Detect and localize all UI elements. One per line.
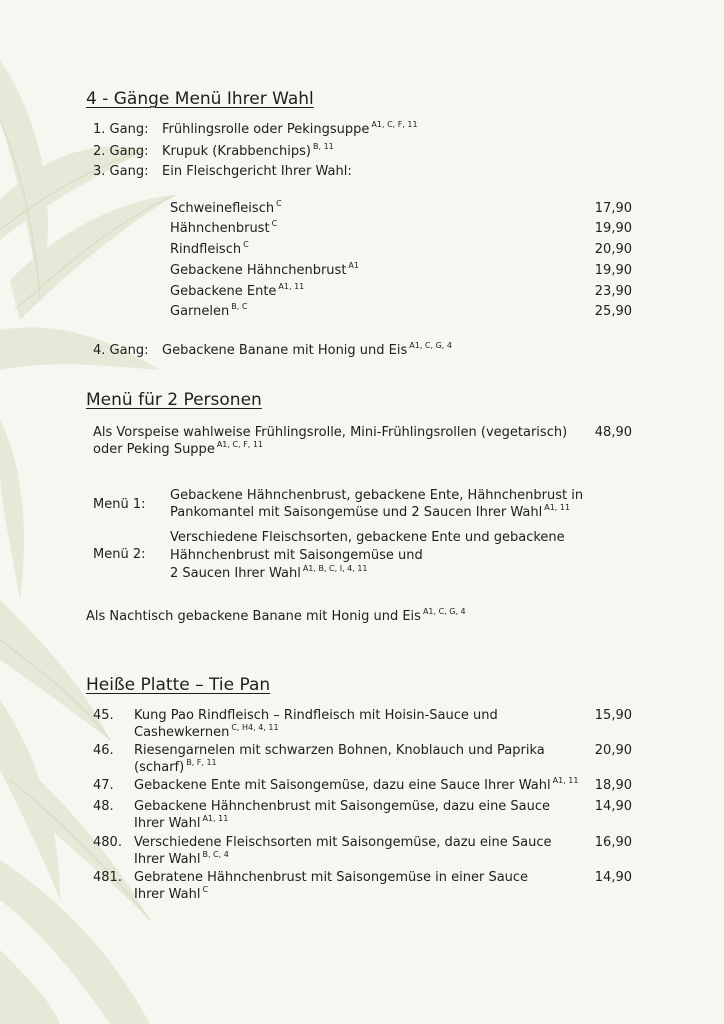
dish-text: Cashewkernen $^{C, H4, 4, 11}$ bbox=[134, 723, 279, 740]
dish-number: 48. bbox=[93, 799, 114, 814]
dish-price: 18,90 bbox=[594, 778, 632, 793]
menu-price: 48,90 bbox=[594, 425, 632, 440]
meat-price: 17,90 bbox=[594, 201, 632, 216]
dish-number: 481. bbox=[93, 870, 122, 885]
meat-item: Schweinefleisch $^C$ bbox=[170, 199, 282, 216]
course-text: Krupuk (Krabbenchips) $^{B, 11}$ bbox=[162, 142, 334, 159]
meat-item: Gebackene Ente $^{A1, 11}$ bbox=[170, 282, 305, 299]
starter-text: oder Peking Suppe $^{A1, C, F, 11}$ bbox=[93, 440, 263, 457]
menu-text: Gebackene Hähnchenbrust, gebackene Ente, Hähnchenbrust in bbox=[170, 488, 584, 503]
section-title-four-course: 4 - Gänge Menü Ihrer Wahl bbox=[86, 89, 314, 109]
allergen-codes: A1, C, F, 11 bbox=[371, 120, 418, 129]
course-label: 4. Gang: bbox=[93, 343, 149, 358]
course-text: Frühlingsrolle oder Pekingsuppe $^{A1, C, F, 11}$ bbox=[162, 120, 418, 137]
meat-item: Hähnchenbrust $^C$ bbox=[170, 219, 278, 236]
dish-price: 14,90 bbox=[594, 870, 632, 885]
menu-text: Pankomantel mit Saisongemüse und 2 Saucen Ihrer Wahl $^{A1, 11}$ bbox=[170, 503, 571, 520]
dish-number: 46. bbox=[93, 743, 114, 758]
dessert-text: Als Nachtisch gebackene Banane mit Honig und Eis $^{A1, C, G, 4}$ bbox=[86, 607, 466, 624]
dish-text: Ihrer Wahl $^C$ bbox=[134, 885, 209, 902]
dish-price: 16,90 bbox=[594, 835, 632, 850]
meat-price: 23,90 bbox=[594, 284, 632, 299]
section-title-two-persons: Menü für 2 Personen bbox=[86, 390, 262, 410]
meat-price: 19,90 bbox=[594, 263, 632, 278]
meat-price: 19,90 bbox=[594, 221, 632, 236]
menu-text: 2 Saucen Ihrer Wahl $^{A1, B, C, I, 4, 11}$ bbox=[170, 564, 368, 581]
dish-text: Kung Pao Rindfleisch – Rindfleisch mit Hoisin-Sauce und bbox=[134, 708, 498, 723]
dish-text: Ihrer Wahl $^{B, C, 4}$ bbox=[134, 850, 229, 867]
dish-text: Verschiedene Fleischsorten mit Saisongemüse, dazu eine Sauce bbox=[134, 835, 552, 850]
dish-number: 45. bbox=[93, 708, 114, 723]
dish-text: Gebackene Hähnchenbrust mit Saisongemüse, dazu eine Sauce bbox=[134, 799, 551, 814]
dish-price: 14,90 bbox=[594, 799, 632, 814]
allergen-codes: B, 11 bbox=[313, 142, 334, 151]
meat-price: 25,90 bbox=[594, 304, 632, 319]
dish-price: 20,90 bbox=[594, 743, 632, 758]
dish-text: Riesengarnelen mit schwarzen Bohnen, Knoblauch und Paprika bbox=[134, 743, 545, 758]
menu-text: Hähnchenbrust mit Saisongemüse und bbox=[170, 548, 423, 563]
meat-item: Garnelen $^{B, C}$ bbox=[170, 302, 248, 319]
menu-label: Menü 1: bbox=[93, 497, 146, 512]
meat-item: Rindfleisch $^C$ bbox=[170, 240, 249, 257]
course-text: Ein Fleischgericht Ihrer Wahl: bbox=[162, 164, 352, 179]
course-label: 2. Gang: bbox=[93, 144, 149, 159]
meat-item: Gebackene Hähnchenbrust $^{A1}$ bbox=[170, 261, 359, 278]
dish-number: 480. bbox=[93, 835, 122, 850]
section-title-hot-plate: Heiße Platte – Tie Pan bbox=[86, 675, 271, 695]
menu-label: Menü 2: bbox=[93, 547, 146, 562]
menu-text: Verschiedene Fleischsorten, gebackene Ente und gebackene bbox=[170, 530, 565, 545]
dish-text: Ihrer Wahl $^{A1, 11}$ bbox=[134, 814, 229, 831]
course-label: 1. Gang: bbox=[93, 122, 149, 137]
dish-text: Gebackene Ente mit Saisongemüse, dazu eine Sauce Ihrer Wahl $^{A1, 11}$ bbox=[134, 776, 579, 793]
meat-price: 20,90 bbox=[594, 242, 632, 257]
dish-text: Gebratene Hähnchenbrust mit Saisongemüse in einer Sauce bbox=[134, 870, 529, 885]
dish-text: (scharf) $^{B, F, 11}$ bbox=[134, 758, 217, 775]
course-text: Gebackene Banane mit Honig und Eis $^{A1, C, G, 4}$ bbox=[162, 341, 452, 358]
starter-text: Als Vorspeise wahlweise Frühlingsrolle, Mini-Frühlingsrollen (vegetarisch) bbox=[93, 425, 568, 440]
dish-price: 15,90 bbox=[594, 708, 632, 723]
dish-number: 47. bbox=[93, 778, 114, 793]
course-label: 3. Gang: bbox=[93, 164, 149, 179]
